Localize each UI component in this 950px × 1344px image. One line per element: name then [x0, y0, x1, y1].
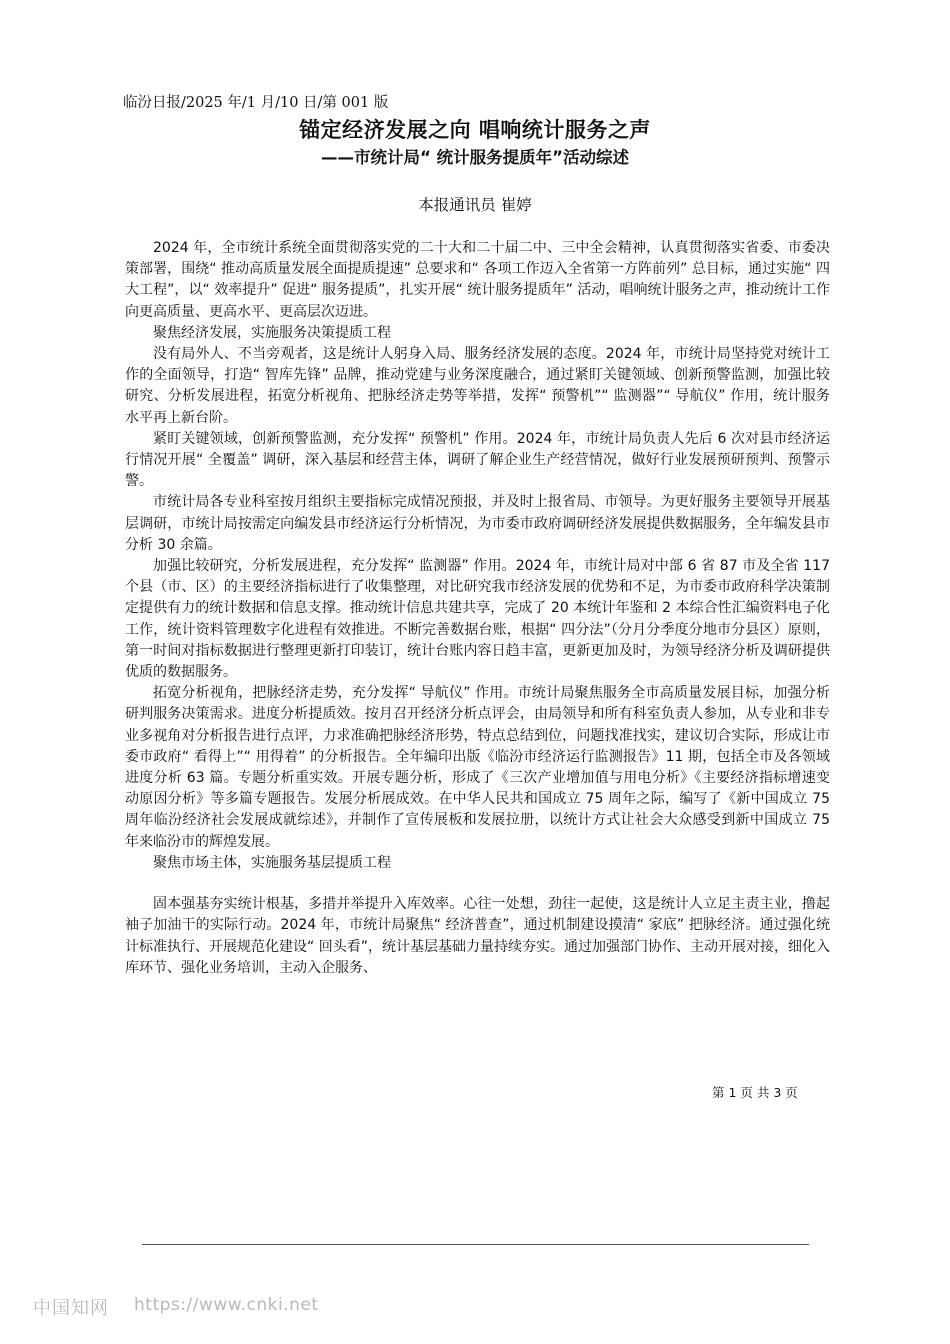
- cnki-url-watermark: https://www.cnki.net: [134, 1295, 319, 1315]
- footer-divider: [142, 1244, 809, 1245]
- paragraph: 紧盯关键领域，创新预警监测，充分发挥“ 预警机” 作用。2024 年，市统计局负责人先后 6 次对县市经济运行情况开展“ 全覆盖” 调研，深入基层和经营主体，调研了解企业生产经营情况，做好行业发展预研预判、预警示警。: [125, 430, 830, 490]
- section-heading: 聚焦市场主体，实施服务基层提质工程: [153, 854, 391, 871]
- article-body: [125, 238, 830, 979]
- article-byline: 本报通讯员 崔婷: [418, 196, 532, 214]
- paragraph: 市统计局各专业科室按月组织主要指标完成情况预报，并及时上报省局、市领导。为更好服务主要领导开展基层调研，市统计局按需定向编发县市经济运行分析情况，为市委市政府调研经济发展提供数据服务，全年编发县市分析 30 余篇。: [125, 494, 830, 553]
- section-heading: 聚焦经济发展，实施服务决策提质工程: [153, 324, 391, 341]
- page-number: 第 1 页 共 3 页: [712, 1085, 798, 1100]
- cnki-logo-watermark: 中国知网: [33, 1298, 109, 1319]
- paragraph: 固本强基夯实统计根基，多措并举提升入库效率。心往一处想，劲往一起使，这是统计人立足主责主业，撸起袖子加油干的实际行动。2024 年，市统计局聚焦“ 经济普查”，通过机制建设摸清“ 家底” 把脉经济。通过强化统计标准执行、开展规范化建设“ 回头看”，统计基层基础力量持续夯实。通过加强部门协作、主动开展对接，细化入库环节、强化业务培训，主动入企服务、: [125, 896, 830, 976]
- paragraph: 2024 年，全市统计系统全面贯彻落实党的二十大和二十届二中、三中全会精神，认真贯彻落实省委、市委决策部署，围绕“ 推动高质量发展全面提质提速” 总要求和“ 各项工作迈入全省第一方阵前列” 总目标，通过实施“ 四大工程”，以“ 效率提升” 促进“ 服务提质”，扎实开展“ 统计服务提质年” 活动，唱响统计服务之声，推动统计工作向更高质量、更高水平、更高层次迈进。: [125, 240, 830, 320]
- article-subtitle: ——市统计局“ 统计服务提质年”活动综述: [321, 148, 629, 167]
- article-title: 锚定经济发展之向 唱响统计服务之声: [299, 118, 651, 142]
- paragraph: 拓宽分析视角，把脉经济走势，充分发挥“ 导航仪” 作用。市统计局聚焦服务全市高质量发展目标，加强分析研判服务决策需求。进度分析提质效。按月召开经济分析点评会，由局领导和所有科室负责人参加，从专业和非专业多视角对分析报告进行点评，力求准确把脉经济形势，特点总结到位，问题找准找实，建议切合实际，形成让市委市政府“ 看得上”“ 用得着” 的分析报告。全年编印出版《临汾市经济运行监测报告》11 期，包括全市及各领域进度分析 63 篇。专题分析重实效。开展专题分析，形成了《三次产业增加值与用电分析》《主要经济指标增速变动原因分析》等多篇专题报告。发展分析展成效。在中华人民共和国成立 75 周年之际，编写了《新中国成立 75 周年临汾经济社会发展成就综述》，并制作了宣传展板和发展拉册，以统计方式让社会大众感受到新中国成立 75 年来临汾市的辉煌发展。: [125, 685, 830, 850]
- paragraph: 加强比较研究，分析发展进程，充分发挥“ 监测器” 作用。2024 年，市统计局对中部 6 省 87 市及全省 117 个县（市、区）的主要经济指标进行了收集整理，对比研究我市经济发展的优势和不足，为市委市政府科学决策制定提供有力的统计数据和信息支撑。推动统计信息共建共享，完成了 20 本统计年鉴和 2 本综合性汇编资料电子化工作，统计资料管理数字化进程有效推进。不断完善数据台账，根据“ 四分法”（分月分季度分地市分县区）原则，第一时间对指标数据进行整理更新打印装订，统计台账内容日趋丰富，更新更加及时，为领导经济分析及调研提供优质的数据服务。: [125, 558, 830, 681]
- paragraph: 没有局外人、不当旁观者，这是统计人躬身入局、服务经济发展的态度。2024 年，市统计局坚持党对统计工作的全面领导，打造“ 智库先锋” 品牌，推动党建与业务深度融合，通过紧盯关键领域、创新预警监测，加强比较研究、分析发展进程，拓宽分析视角、把脉经济走势等举措，发挥“ 预警机”“ 监测器”“ 导航仪” 作用，统计服务水平再上新台阶。: [125, 346, 830, 426]
- publication-source: 临汾日报/2025 年/1 月/10 日/第 001 版: [123, 95, 389, 111]
